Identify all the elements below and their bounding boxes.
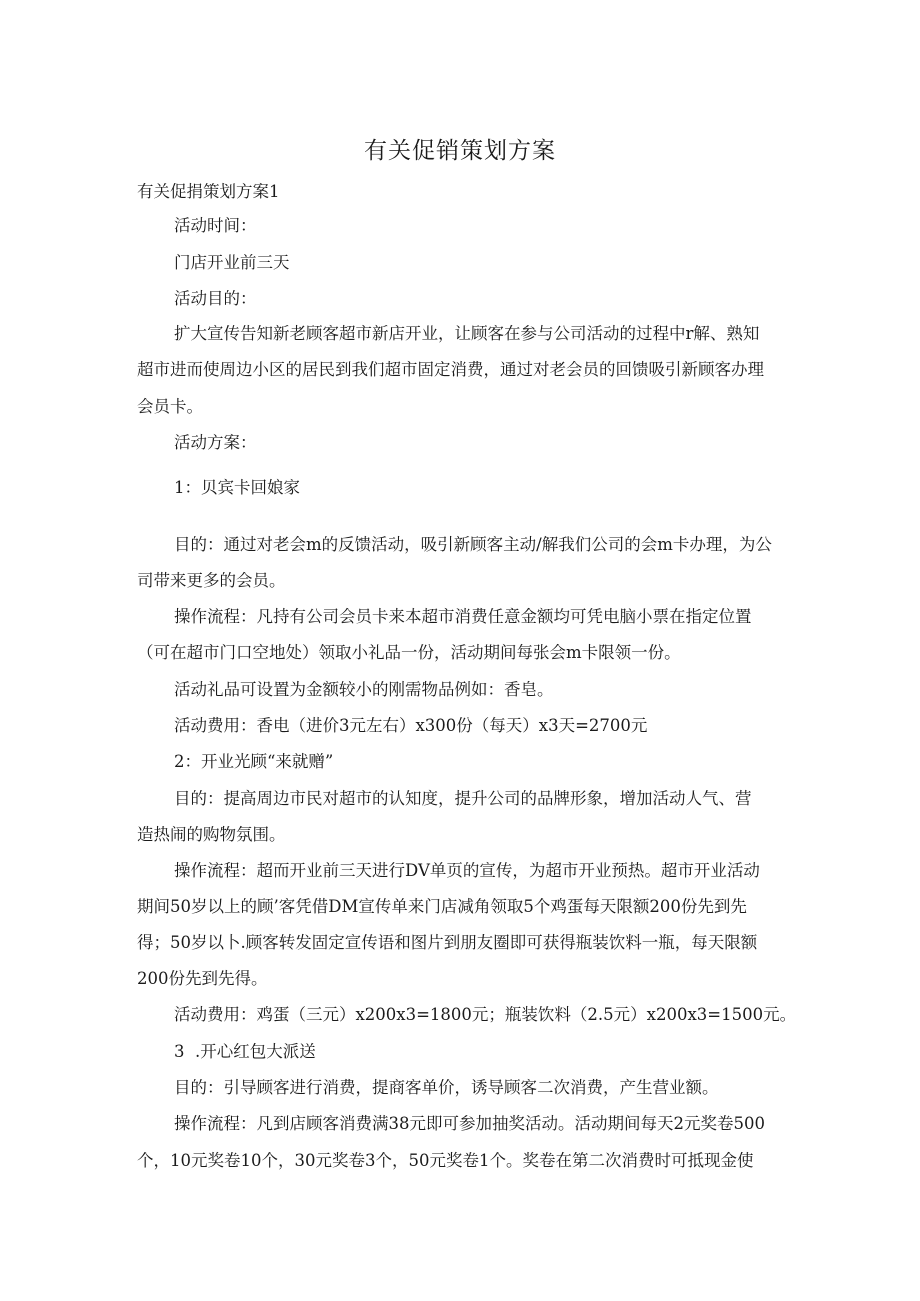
section-heading: 有关促捐策划方案1 [137,182,280,201]
paragraph-line: 活动方案： [174,433,257,452]
paragraph-line: 目的：通过对老会m的反馈活动，吸引新顾客主动/解我们公司的会m卡办理，为公 [174,535,772,554]
paragraph-line: 1：贝宾卡回娘家 [174,478,300,497]
paragraph-line: 司带来更多的会员。 [137,571,286,590]
paragraph-line: 目的：引导顾客进行消费，提商客单价，诱导顾客二次消费，产生营业额。 [174,1078,719,1097]
paragraph-line: 造热闹的购物氛围。 [137,825,286,844]
paragraph-line: 操作流程：凡到店顾客消费满38元即可参加抽奖活动。活动期间每天2元奖卷500 [174,1114,765,1133]
paragraph-line: 活动目的： [174,289,257,308]
paragraph-line: 期间50岁以上的顾’客凭借DM宣传单来门店减角领取5个鸡蛋每天限额200份先到先 [137,897,747,916]
document-title: 有关促销策划方案 [364,138,556,164]
paragraph-line: 超市进而使周边小区的居民到我们超市固定消费，通过对老会员的回馈吸引新顾客办理 [137,360,764,379]
paragraph-line: 200份先到先得。 [137,969,268,988]
paragraph-line: 会员卡。 [137,397,203,416]
paragraph-line: 2：开业光顾“来就赠” [174,752,334,771]
paragraph-line: 门店开业前三天 [174,253,290,272]
paragraph-line: 操作流程：超而开业前三天进行DV单页的宣传，为超市开业预热。超市开业活动 [174,861,760,880]
paragraph-line: 目的：提高周边市民对超市的认知度，提升公司的品牌形象，增加活动人气、营 [174,789,752,808]
paragraph-line: 活动费用：鸡蛋（三元）x200x3=1800元；瓶装饮料（2.5元）x200x3=1500元。 [174,1005,797,1024]
paragraph-line: 扩大宣传告知新老顾客超市新店开业，让顾客在参与公司活动的过程中r解、熟知 [174,324,760,343]
paragraph-line: 活动费用：香电（进价3元左右）x300份（每天）x3天=2700元 [174,716,648,735]
paragraph-line: 3 .开心红包大派送 [174,1042,316,1061]
paragraph-line: 活动礼品可设置为金额较小的刚需物品例如：香皂。 [174,680,554,699]
paragraph-line: （可在超市门口空地处）领取小礼品一份，活动期间每张会m卡限领一份。 [137,643,681,662]
paragraph-line: 活动时间： [174,216,257,235]
paragraph-line: 得；50岁以卜.顾客转发固定宣传语和图片到朋友圈即可获得瓶装饮料一瓶，每天限额 [137,933,758,952]
paragraph-line: 个，10元奖卷10个，30元奖卷3个，50元奖卷1个。奖卷在第二次消费时可抵现金使 [137,1151,754,1170]
paragraph-line: 操作流程：凡持有公司会员卡来本超市消费任意金额均可凭电脑小票在指定位置 [174,607,752,626]
